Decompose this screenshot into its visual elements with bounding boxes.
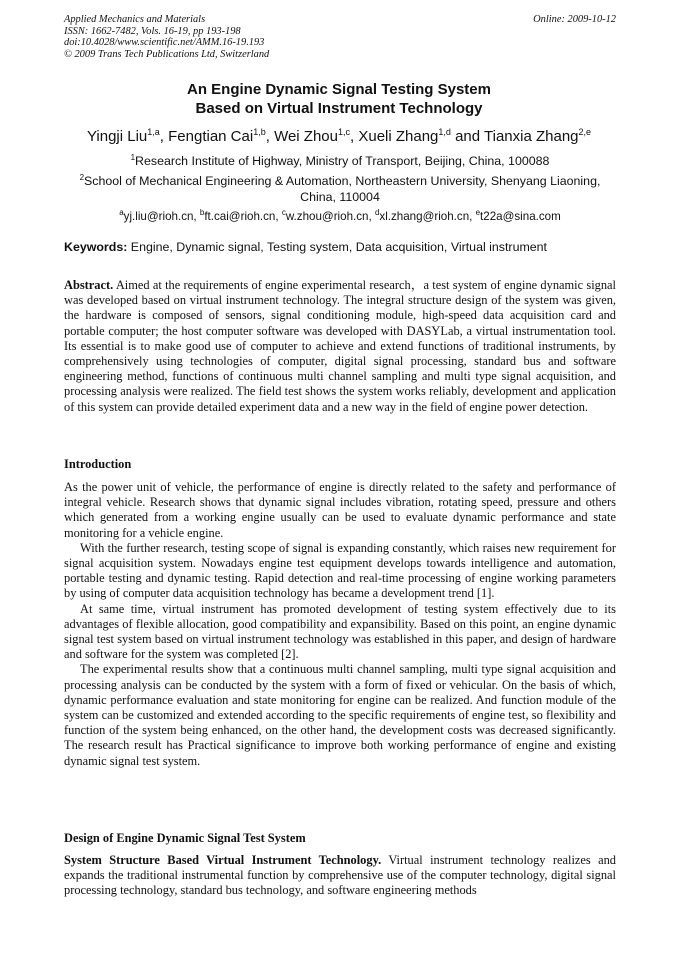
publication-header — [64, 14, 616, 60]
intro-section — [64, 480, 616, 769]
design-subheading: System Structure Based Virtual Instrument Technology. — [64, 853, 382, 867]
issn-line: ISSN: 1662-7482, Vols. 16-19, pp 193-198 — [64, 25, 241, 37]
affiliation-2 — [64, 170, 616, 205]
abstract — [64, 278, 616, 415]
author-sep: , — [350, 128, 359, 145]
email-sup: e — [475, 208, 481, 217]
intro-heading: Introduction — [64, 457, 132, 471]
affiliation-sup: 2 — [79, 173, 85, 182]
affiliation-1 — [64, 150, 616, 169]
author-list — [0, 122, 678, 147]
email-sup: c — [281, 208, 286, 217]
design-heading: Design of Engine Dynamic Signal Test System — [64, 831, 306, 845]
author-sep: and — [450, 128, 485, 145]
author-sep: , — [159, 128, 169, 145]
author-sup: 1,a — [147, 127, 160, 137]
author-name: Tianxia Zhang — [484, 128, 579, 145]
copyright-line: © 2009 Trans Tech Publications Ltd, Switzerland — [64, 48, 270, 60]
author-name: Xueli Zhang — [358, 128, 439, 145]
design-text: Virtual instrument technology realizes and expands the traditional instrumental function by comprehensive use of the computer technology, digital signal processing technology, standard bus technology, and software engineering methods — [64, 853, 616, 898]
intro-paragraph: With the further research, testing scope of signal is expanding constantly, which raises new requirement for signal acquisition system. Nowadays engine test equipment develops towards intelligence and automation, portable testing and dynamic testing. Rapid detection and real-time processing of engine working parameters by using of computer data acquisition technology has became a development trend [1]. — [64, 540, 616, 601]
abstract-label: Abstract. — [64, 278, 114, 292]
email-link[interactable]: ft.cai@rioh.cn, — [204, 209, 282, 223]
email-sup: a — [119, 208, 124, 217]
author-name: Fengtian Cai — [168, 128, 254, 145]
affiliation-text: School of Mechanical Engineering & Automation, Northeastern University, Shenyang Liaoning, China, 110004 — [84, 174, 601, 205]
email-link[interactable]: xl.zhang@rioh.cn, — [379, 209, 476, 223]
author-sup: 1,b — [253, 127, 266, 137]
online-date: Online: 2009-10-12 — [533, 14, 616, 25]
author-sup: 1,d — [438, 127, 451, 137]
affiliation-text: Research Institute of Highway, Ministry of Transport, Beijing, China, 100088 — [135, 154, 550, 169]
email-link[interactable]: yj.liu@rioh.cn, — [123, 209, 200, 223]
email-link[interactable]: t22a@sina.com — [480, 209, 561, 223]
title-line-2: Based on Virtual Instrument Technology — [195, 100, 483, 117]
author-sup: 2,e — [578, 127, 592, 137]
author-sep: , — [265, 128, 275, 145]
intro-paragraph: The experimental results show that a continuous multi channel sampling, multi type signal acquisition and processing analysis can be conducted by the system with a form of fixed or vehicular. On the basis of which, dynamic performance evaluation and state monitoring for engine can be realized. And function module of the system can be customized and extended according to the specific requirements of engine test, so flexibility and function of the system being enhanced, on the other hand, the development costs was decreased significantly. The research result has Practical significance to improve both working performance of engine and existing dynamic signal test system. — [64, 662, 616, 768]
email-sup: d — [374, 208, 380, 217]
design-section — [64, 853, 616, 899]
intro-paragraph: As the power unit of vehicle, the performance of engine is directly related to the safety and performance of integral vehicle. Research shows that dynamic signal includes vibration, rotating speed, pressure and others which generated from a working engine usually can be used to evaluate dynamic performance and state monitoring for a vehicle engine. — [64, 480, 616, 540]
paper-title — [0, 80, 678, 118]
author-sup: 1,c — [337, 127, 350, 137]
keywords — [64, 239, 616, 256]
intro-paragraph: At same time, virtual instrument has promoted development of testing system effectively due to its advantages of flexible allocation, good compatibility and expansibility. Based on this point, an engine dynamic signal test system based on virtual instrument technology was established in this paper, and design of hardware and software for the system was completed [2]. — [64, 601, 616, 662]
abstract-text: Aimed at the requirements of engine experimental research，a test system of engine dynamic signal was developed based on virtual instrument technology. The integral structure design of the system was given, the hardware is composed of sensors, signal conditioning module, high-speed data acquisition card and portable computer; the host computer software was developed with DASYLab, a virtual instrumentation tool. Its essential is to make good use of computer to achieve and extend functions of traditional instruments, by comprehensively using technologies of computer, digital signal processing, standard bus and software engineering method, functions of continuous multi channel sampling and multi type signal acquisition, and processing analysis were realized. The field test shows the system works reliably, development and application of this system can provide detailed experiment data and a new way in the field of engine power detection. — [64, 278, 616, 414]
doi-line[interactable]: doi:10.4028/www.scientific.net/AMM.16-19.193 — [64, 37, 265, 49]
author-name: Yingji Liu — [86, 128, 148, 145]
author-name: Wei Zhou — [274, 128, 338, 145]
email-sup: b — [199, 208, 205, 217]
affiliation-sup: 1 — [130, 153, 136, 162]
title-line-1: An Engine Dynamic Signal Testing System — [187, 81, 491, 98]
journal-name: Applied Mechanics and Materials — [64, 14, 206, 25]
keywords-label: Keywords: — [64, 240, 128, 254]
email-link[interactable]: w.zhou@rioh.cn, — [285, 209, 375, 223]
email-list — [64, 205, 616, 225]
keywords-text: Engine, Dynamic signal, Testing system, Data acquisition, Virtual instrument — [127, 240, 548, 254]
